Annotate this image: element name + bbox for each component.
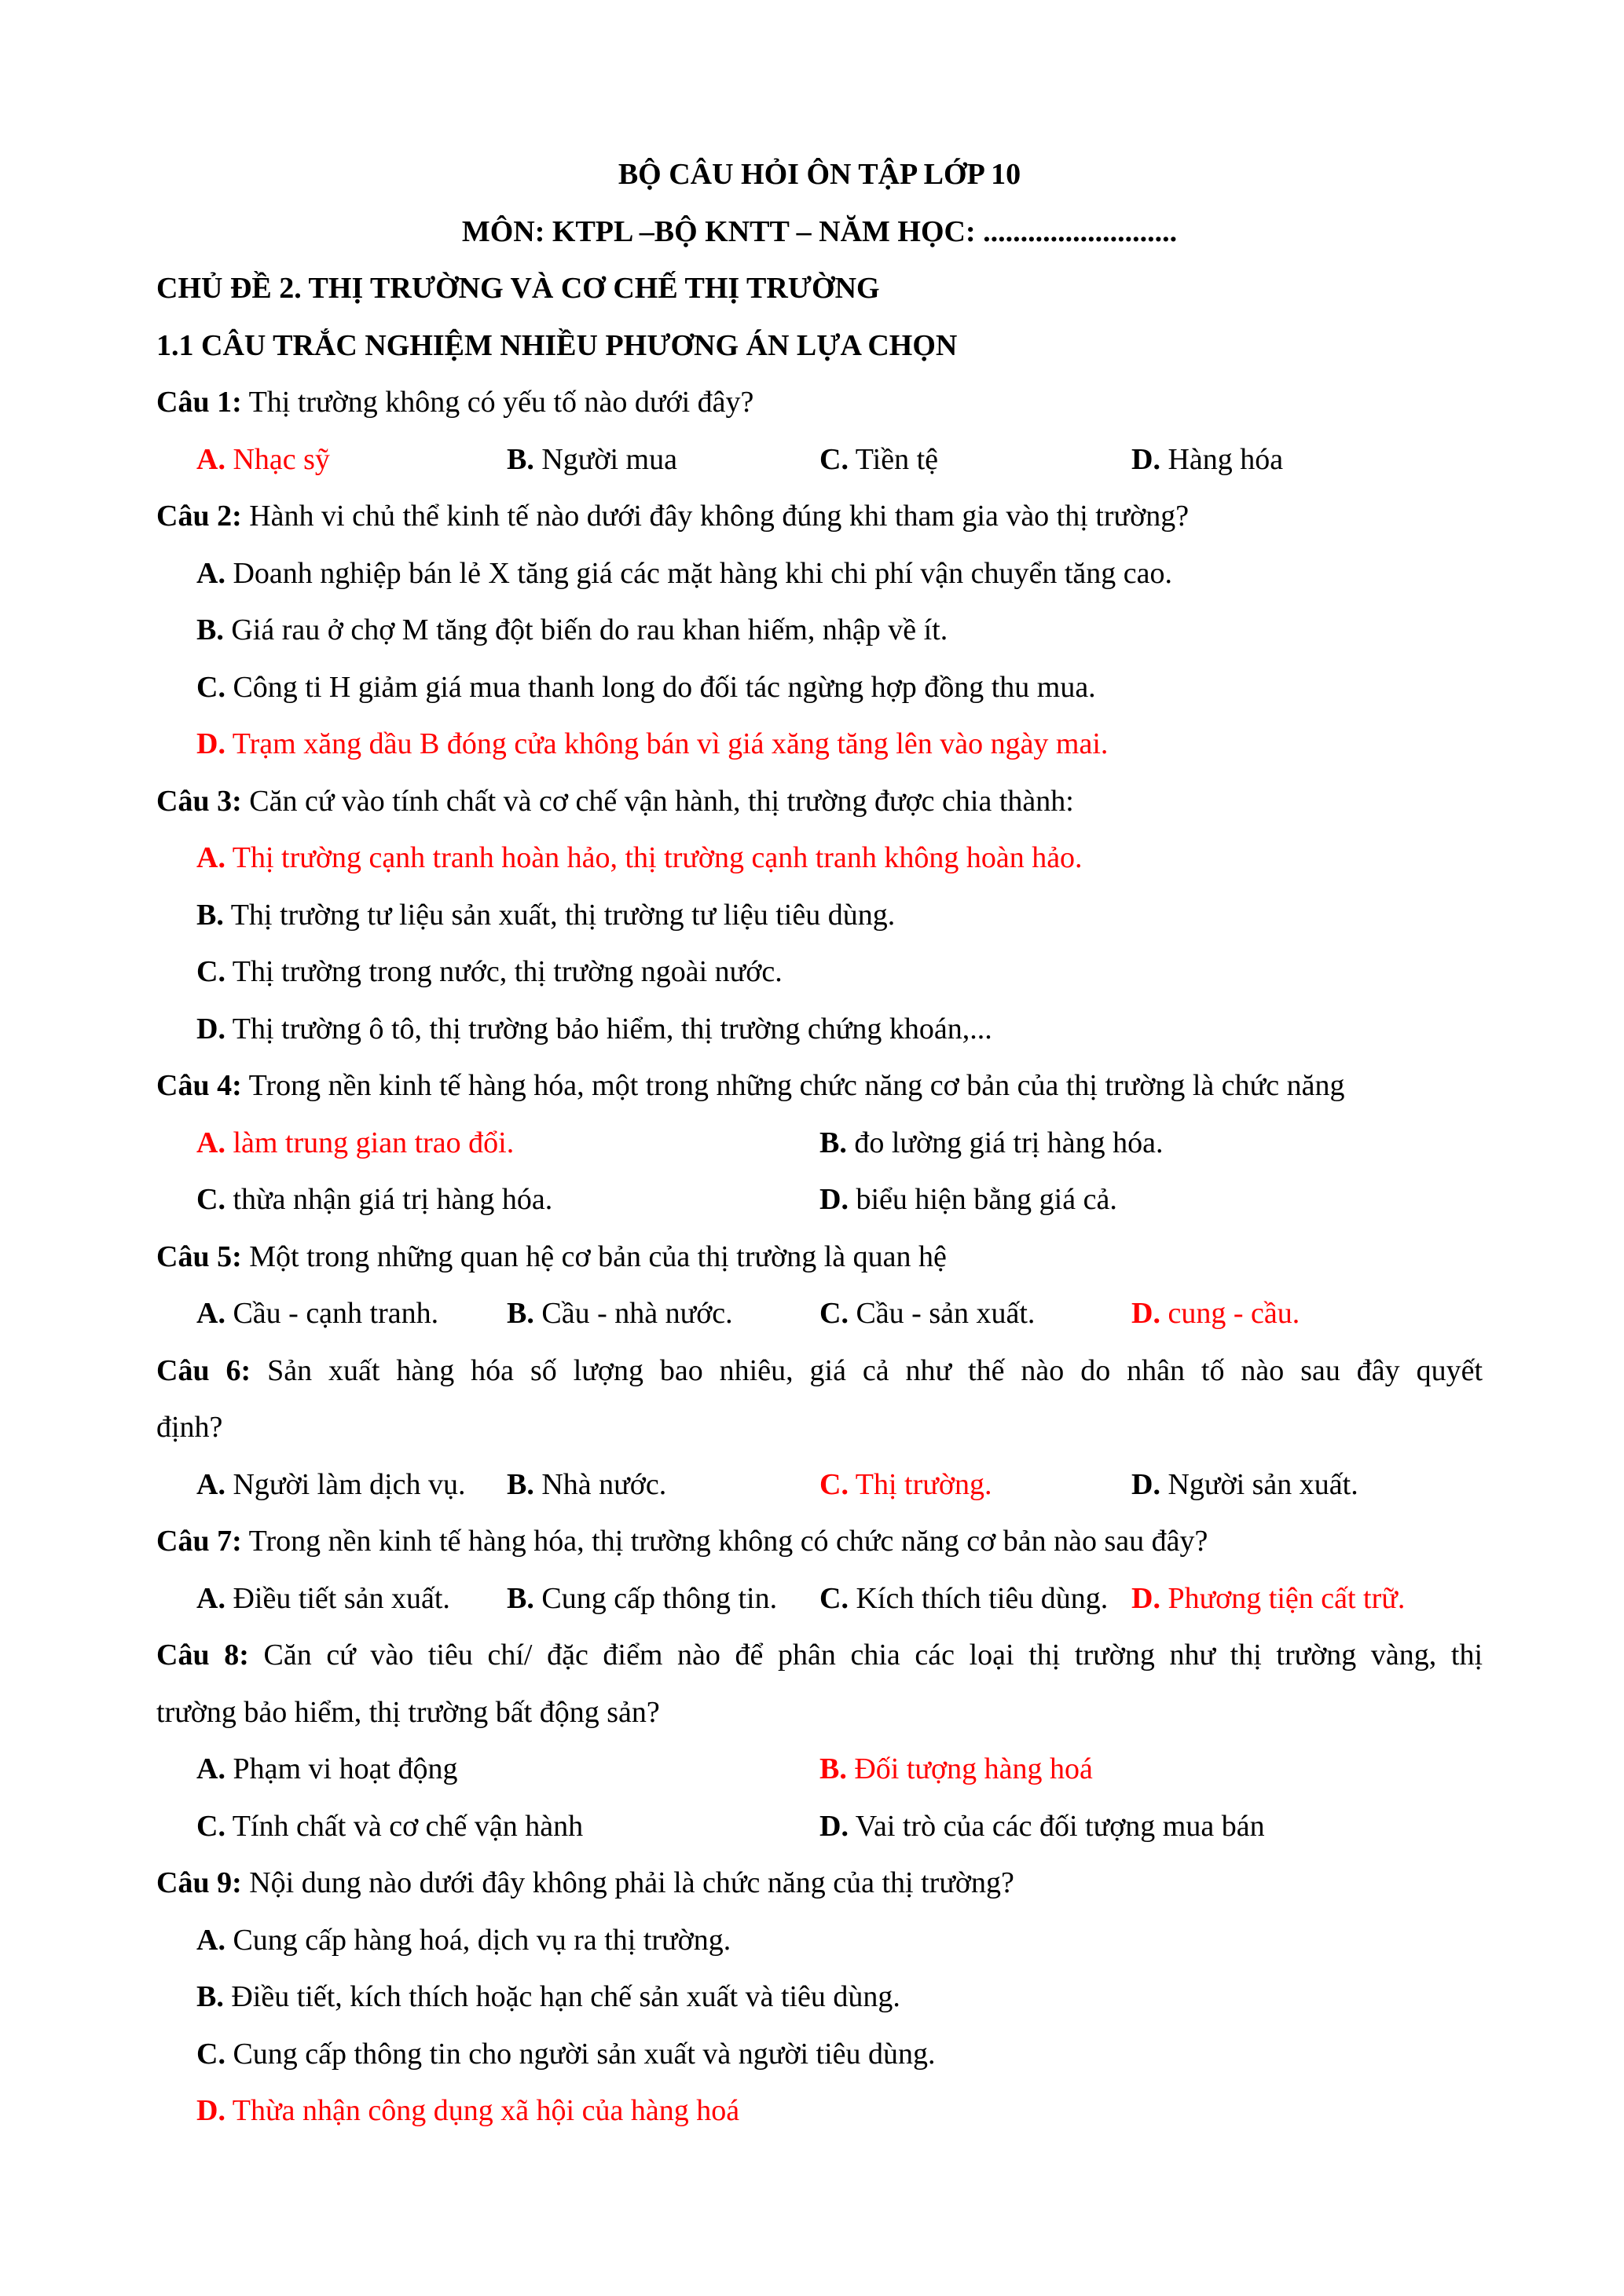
options-row — [156, 1285, 1483, 1342]
option-label: C. — [196, 670, 225, 704]
option-d — [196, 2082, 739, 2140]
option-label: B. — [819, 1752, 847, 1785]
option-text: cung - cầu. — [1168, 1297, 1300, 1330]
option-label: B. — [196, 613, 224, 646]
question-label: Câu 5: — [156, 1240, 242, 1273]
option-text: Người làm dịch vụ. — [233, 1467, 466, 1501]
option-label: B. — [196, 898, 224, 932]
option-label: C. — [196, 2037, 225, 2071]
question-text: Căn cứ vào tiêu chí/ đặc điểm nào để phân chia các loại thị trường như thị trường vàng, thị — [263, 1639, 1483, 1672]
options-row — [156, 1456, 1483, 1514]
option-text: Giá rau ở chợ M tăng đột biến do rau khan hiếm, nhập về ít. — [231, 613, 948, 646]
document-page — [156, 146, 1483, 2140]
question-label: Câu 9: — [156, 1866, 242, 1899]
option-d — [819, 1171, 1117, 1229]
option-b — [507, 1285, 733, 1342]
question-text: Một trong những quan hệ cơ bản của thị trường là quan hệ — [249, 1240, 947, 1273]
option-label: D. — [1131, 1581, 1160, 1615]
option-label: C. — [819, 1467, 849, 1501]
option-b — [819, 1741, 1093, 1798]
option-d — [196, 1001, 992, 1058]
question-2 — [156, 488, 1483, 545]
option-a — [196, 431, 330, 489]
question-7 — [156, 1513, 1483, 1570]
option-b — [507, 1570, 777, 1628]
question-text: Sản xuất hàng hóa số lượng bao nhiêu, giá cả như thế nào do nhân tố nào sau đây quyết — [267, 1353, 1483, 1387]
option-label: C. — [196, 1183, 225, 1216]
option-text: Đối tượng hàng hoá — [854, 1752, 1093, 1785]
option-c — [196, 659, 1096, 716]
option-text: Phạm vi hoạt động — [233, 1752, 458, 1785]
document-subtitle: MÔN: KTPL –BỘ KNTT – NĂM HỌC: .......................... — [461, 214, 1178, 248]
option-label: C. — [819, 1297, 849, 1330]
option-d — [1131, 1570, 1405, 1628]
option-text: Kích thích tiêu dùng. — [856, 1581, 1109, 1615]
option-c — [196, 943, 783, 1001]
question-text: Hành vi chủ thể kinh tế nào dưới đây không đúng khi tham gia vào thị trường? — [249, 500, 1190, 533]
question-1 — [156, 374, 1483, 431]
option-label: A. — [196, 1467, 225, 1501]
option-label: A. — [196, 1126, 225, 1159]
option-label: D. — [196, 1012, 225, 1045]
question-3 — [156, 773, 1483, 830]
question-text-continued: trường bảo hiểm, thị trường bất động sản? — [156, 1695, 660, 1729]
option-text: Thừa nhận công dụng xã hội của hàng hoá — [232, 2094, 740, 2127]
options-row — [156, 1968, 1483, 2026]
option-text: Nhà nước. — [541, 1467, 667, 1501]
option-text: Cầu - nhà nước. — [541, 1297, 733, 1330]
option-text: biểu hiện bằng giá cả. — [856, 1183, 1117, 1216]
option-text: Thị trường trong nước, thị trường ngoài nước. — [232, 955, 783, 988]
option-b — [507, 431, 677, 489]
option-a — [196, 829, 1083, 887]
options-row — [156, 1171, 1483, 1229]
option-text: Cung cấp thông tin. — [541, 1581, 778, 1615]
options-row — [156, 1115, 1483, 1172]
option-label: A. — [196, 841, 225, 874]
option-b — [507, 1456, 666, 1514]
option-label: C. — [196, 955, 225, 988]
option-text: Thị trường tư liệu sản xuất, thị trường tư liệu tiêu dùng. — [230, 898, 896, 932]
options-row — [156, 943, 1483, 1001]
option-text: Cung cấp thông tin cho người sản xuất và người tiêu dùng. — [233, 2037, 936, 2071]
option-a — [196, 545, 1172, 602]
section-heading: 1.1 CÂU TRẮC NGHIỆM NHIỀU PHƯƠNG ÁN LỰA CHỌN — [156, 328, 958, 362]
option-c — [819, 1570, 1108, 1628]
option-label: C. — [819, 442, 849, 476]
topic-heading: CHỦ ĐỀ 2. THỊ TRƯỜNG VÀ CƠ CHẾ THỊ TRƯỜNG — [156, 272, 880, 305]
option-a — [196, 1570, 450, 1628]
option-label: D. — [819, 1809, 849, 1843]
option-text: Cung cấp hàng hoá, dịch vụ ra thị trường. — [233, 1923, 731, 1957]
options-row — [156, 1912, 1483, 1969]
option-label: A. — [196, 1752, 225, 1785]
question-6 — [156, 1342, 1483, 1400]
option-d — [819, 1798, 1265, 1855]
option-d — [196, 716, 1108, 773]
option-label: D. — [1131, 1467, 1160, 1501]
options-row — [156, 2082, 1483, 2140]
option-a — [196, 1741, 458, 1798]
question-text: Trong nền kinh tế hàng hóa, một trong những chức năng cơ bản của thị trường là chức năng — [248, 1069, 1345, 1102]
option-text: Nhạc sỹ — [233, 442, 330, 476]
options-row — [156, 659, 1483, 716]
question-text: Nội dung nào dưới đây không phải là chức năng của thị trường? — [249, 1866, 1014, 1899]
option-text: Điều tiết, kích thích hoặc hạn chế sản xuất và tiêu dùng. — [231, 1980, 900, 2013]
option-label: D. — [1131, 1297, 1160, 1330]
option-text: đo lường giá trị hàng hóa. — [854, 1126, 1164, 1159]
option-label: C. — [819, 1581, 849, 1615]
option-c — [819, 1285, 1035, 1342]
option-text: Cầu - sản xuất. — [856, 1297, 1036, 1330]
option-label: A. — [196, 1581, 225, 1615]
option-text: Điều tiết sản xuất. — [233, 1581, 450, 1615]
options-row — [156, 1570, 1483, 1628]
options-row — [156, 602, 1483, 659]
option-b — [819, 1115, 1164, 1172]
option-label: C. — [196, 1809, 225, 1843]
question-label: Câu 8: — [156, 1639, 249, 1672]
options-row — [156, 829, 1483, 887]
question-label: Câu 3: — [156, 784, 242, 818]
question-text: Thị trường không có yếu tố nào dưới đây? — [248, 386, 754, 419]
option-c — [819, 1456, 992, 1514]
option-a — [196, 1285, 438, 1342]
option-label: B. — [507, 442, 534, 476]
question-text-continued: định? — [156, 1411, 223, 1444]
option-c — [196, 2026, 936, 2083]
option-label: A. — [196, 556, 225, 590]
option-label: A. — [196, 442, 225, 476]
option-text: Tiền tệ — [855, 442, 939, 476]
question-8 — [156, 1627, 1483, 1684]
option-label: D. — [196, 2094, 225, 2127]
option-d — [1131, 1285, 1300, 1342]
option-text: Thị trường cạnh tranh hoàn hảo, thị trường cạnh tranh không hoàn hảo. — [232, 841, 1083, 874]
question-label: Câu 7: — [156, 1525, 242, 1558]
option-text: Thị trường. — [855, 1467, 992, 1501]
question-4 — [156, 1057, 1483, 1115]
option-text: Người mua — [541, 442, 677, 476]
option-d — [1131, 431, 1283, 489]
option-label: D. — [1131, 442, 1160, 476]
question-text: Trong nền kinh tế hàng hóa, thị trường không có chức năng cơ bản nào sau đây? — [248, 1525, 1208, 1558]
option-text: thừa nhận giá trị hàng hóa. — [233, 1183, 553, 1216]
option-b — [196, 887, 895, 944]
question-text: Căn cứ vào tính chất và cơ chế vận hành, thị trường được chia thành: — [249, 784, 1074, 818]
option-label: D. — [196, 727, 225, 760]
option-b — [196, 602, 948, 659]
option-text: Trạm xăng dầu B đóng cửa không bán vì giá xăng tăng lên vào ngày mai. — [232, 727, 1109, 760]
question-label: Câu 6: — [156, 1353, 251, 1387]
option-b — [196, 1968, 900, 2026]
question-label: Câu 1: — [156, 386, 242, 419]
option-label: B. — [196, 1980, 224, 2013]
question-9 — [156, 1855, 1483, 1912]
option-label: B. — [819, 1126, 847, 1159]
option-text: Doanh nghiệp bán lẻ X tăng giá các mặt hàng khi chi phí vận chuyển tăng cao. — [233, 556, 1173, 590]
options-row — [156, 1741, 1483, 1798]
option-text: Cầu - cạnh tranh. — [233, 1297, 439, 1330]
options-row — [156, 887, 1483, 944]
options-row — [156, 1001, 1483, 1058]
option-c — [196, 1798, 583, 1855]
option-text: Tính chất và cơ chế vận hành — [232, 1809, 584, 1843]
option-label: A. — [196, 1297, 225, 1330]
option-text: Hàng hóa — [1168, 442, 1284, 476]
option-a — [196, 1912, 731, 1969]
option-text: Vai trò của các đối tượng mua bán — [855, 1809, 1265, 1843]
option-a — [196, 1115, 514, 1172]
option-label: A. — [196, 1923, 225, 1957]
option-text: Người sản xuất. — [1168, 1467, 1358, 1501]
option-text: Công ti H giảm giá mua thanh long do đối tác ngừng hợp đồng thu mua. — [233, 670, 1096, 704]
option-label: B. — [507, 1467, 534, 1501]
option-a — [196, 1456, 466, 1514]
options-row — [156, 545, 1483, 602]
option-text: làm trung gian trao đổi. — [233, 1126, 515, 1159]
option-label: D. — [819, 1183, 849, 1216]
option-c — [819, 431, 938, 489]
question-label: Câu 2: — [156, 500, 242, 533]
options-row — [156, 2026, 1483, 2083]
document-title: BỘ CÂU HỎI ÔN TẬP LỚP 10 — [618, 158, 1021, 191]
question-label: Câu 4: — [156, 1069, 242, 1102]
options-row — [156, 431, 1483, 489]
options-row — [156, 716, 1483, 773]
question-list — [156, 374, 1483, 2140]
options-row — [156, 1798, 1483, 1855]
option-c — [196, 1171, 552, 1229]
option-label: B. — [507, 1297, 534, 1330]
question-5 — [156, 1229, 1483, 1286]
option-label: B. — [507, 1581, 534, 1615]
option-text: Phương tiện cất trữ. — [1168, 1581, 1406, 1615]
option-d — [1131, 1456, 1358, 1514]
option-text: Thị trường ô tô, thị trường bảo hiểm, thị trường chứng khoán,... — [232, 1012, 992, 1045]
